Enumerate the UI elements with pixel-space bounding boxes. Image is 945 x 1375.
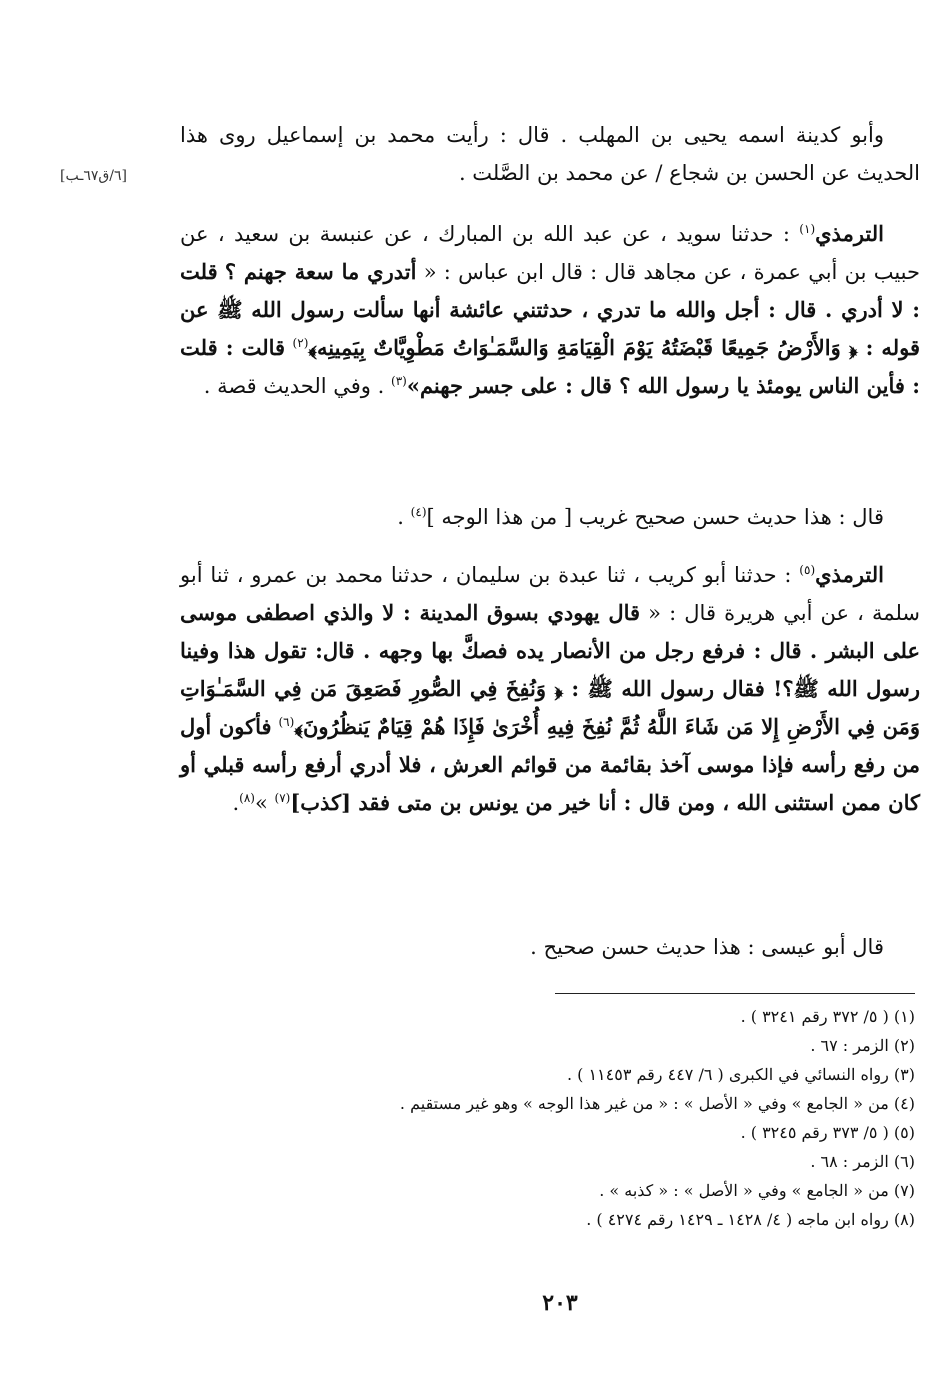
hadith-1-grade-end: . (397, 505, 404, 529)
hadith-2-grade: قال أبو عيسى : هذا حديث حسن صحيح . (530, 935, 884, 959)
footnote-ref-5: (٥) (799, 563, 816, 577)
hadith-2-isnad: : حدثنا أبو كريب ، ثنا عبدة بن سليمان ، حدثنا محمد بن عمرو ، ثنا أبو سلمة ، عن أبي هريرة قال : « (180, 563, 920, 625)
footnote-ref-1: (١) (799, 222, 816, 236)
hadith-1-note: . وفي الحديث قصة . (203, 374, 385, 398)
hadith-1-paragraph (180, 215, 920, 405)
hadith-2-matn-continued: فأكون أول من رفع رأسه فإذا موسى آخذ بقائمة من قوائم العرش ، فلا أدري أرفع رأسه قبلي أو كان ممن استثنى الله ، ومن قال : أنا خير من يونس بن متى فقد [كذب] (180, 714, 920, 815)
footnote-8: (٨) رواه ابن ماجه ( ٤/ ١٤٢٨ ـ ١٤٢٩ رقم ٤٢٧٤ ) . (586, 1210, 915, 1229)
hadith-2-source: الترمذي (815, 562, 884, 587)
footnote-4: (٤) من « الجامع » وفي « الأصل » : « من غير هذا الوجه » وهو غير مستقيم . (399, 1094, 915, 1113)
hadith-2-end: . (232, 791, 240, 815)
footnote-ref-7: (٧) (274, 791, 291, 805)
hadith-1-matn: قلت : لا أدري . قال : أجل والله ما تدري ، حدثتني عائشة أنها سألت رسول الله ﷺ عن قوله : ﴿ وَالأَرْضُ جَمِيعًا قَبْضَتُهُ يَوْمَ الْقِيَامَةِ وَالسَّمَـٰوَاتُ مَطْوِيَّاتٌ بِيَمِينِه﴾ (180, 259, 920, 360)
footnote-ref-8: (٨) (239, 791, 255, 805)
footnote-divider (555, 993, 915, 994)
footnote-2: (٢) الزمر : ٦٧ . (810, 1036, 915, 1055)
page-number: ٢٠٣ (542, 1290, 578, 1316)
hadith-1-source: الترمذي (815, 221, 884, 246)
footnotes (115, 1002, 915, 1234)
footnote-7: (٧) من « الجامع » وفي « الأصل » : « كذبه » . (599, 1181, 915, 1200)
hadith-1-isnad: : حدثنا سويد ، عن عبد الله بن المبارك ، عن عنبسة بن سعيد ، عن حبيب بن أبي عمرة ، عن مجاهد قال : قال ابن عباس : « (180, 222, 920, 284)
footnote-ref-3: (٣) (391, 374, 407, 388)
footnote-ref-2: (٢) (292, 336, 309, 350)
hadith-2-matn: قال يهودي بسوق المدينة : لا والذي اصطفى موسى على البشر . قال : فرفع رجل من الأنصار يده فصكَّ بها وجهه . قال: تقول هذا وفينا رسول الله ﷺ؟! فقال رسول الله ﷺ : ﴿ وَنُفِخَ فِي الصُّورِ فَصَعِقَ مَن فِي السَّمَـٰوَاتِ وَمَن فِي الأَرْضِ إِلا مَن شَاءَ اللَّهُ ثُمَّ نُفِخَ فِيهِ أُخْرَىٰ فَإِذَا هُمْ قِيَامٌ يَنظُرُونَ﴾ (180, 600, 921, 739)
footnote-1: (١) ( ٥/ ٣٧٢ رقم ٣٢٤١ ) . (740, 1007, 915, 1026)
hadith-1-grade-paragraph (180, 498, 920, 536)
intro-line-1: وأبو كدينة اسمه يحيى بن المهلب . قال : رأيت محمد بن إسماعيل روى (218, 123, 884, 147)
hadith-1-answer: قالت : قلت : فأين الناس يومئذ يا رسول الله ؟ قال : على جسر جهنم» (180, 335, 920, 398)
footnote-ref-4: (٤) (410, 505, 427, 519)
hadith-1-bold-question: أتدري ما سعة جهنم ؟ (224, 259, 417, 284)
hadith-1-grade: قال : هذا حديث حسن صحيح غريب [ من هذا الوجه ] (426, 505, 884, 529)
intro-line-2: هذا الحديث عن الحسن بن شجاع / عن محمد بن الصَّلت . (180, 123, 920, 185)
hadith-2-grade-paragraph (180, 928, 920, 966)
hadith-2-paragraph (180, 556, 920, 822)
intro-paragraph (180, 116, 920, 192)
footnote-6: (٦) الزمر : ٦٨ . (810, 1152, 915, 1171)
footnote-ref-6: (٦) (278, 715, 295, 729)
footnote-3: (٣) رواه النسائي في الكبرى ( ٦/ ٤٤٧ رقم ١١٤٥٣ ) . (566, 1065, 915, 1084)
hadith-2-close-quote: » (254, 791, 268, 815)
footnote-5: (٥) ( ٥/ ٣٧٣ رقم ٣٢٤٥ ) . (740, 1123, 915, 1142)
manuscript-folio-reference: [٦/ق٦٧ـب] (60, 168, 127, 184)
